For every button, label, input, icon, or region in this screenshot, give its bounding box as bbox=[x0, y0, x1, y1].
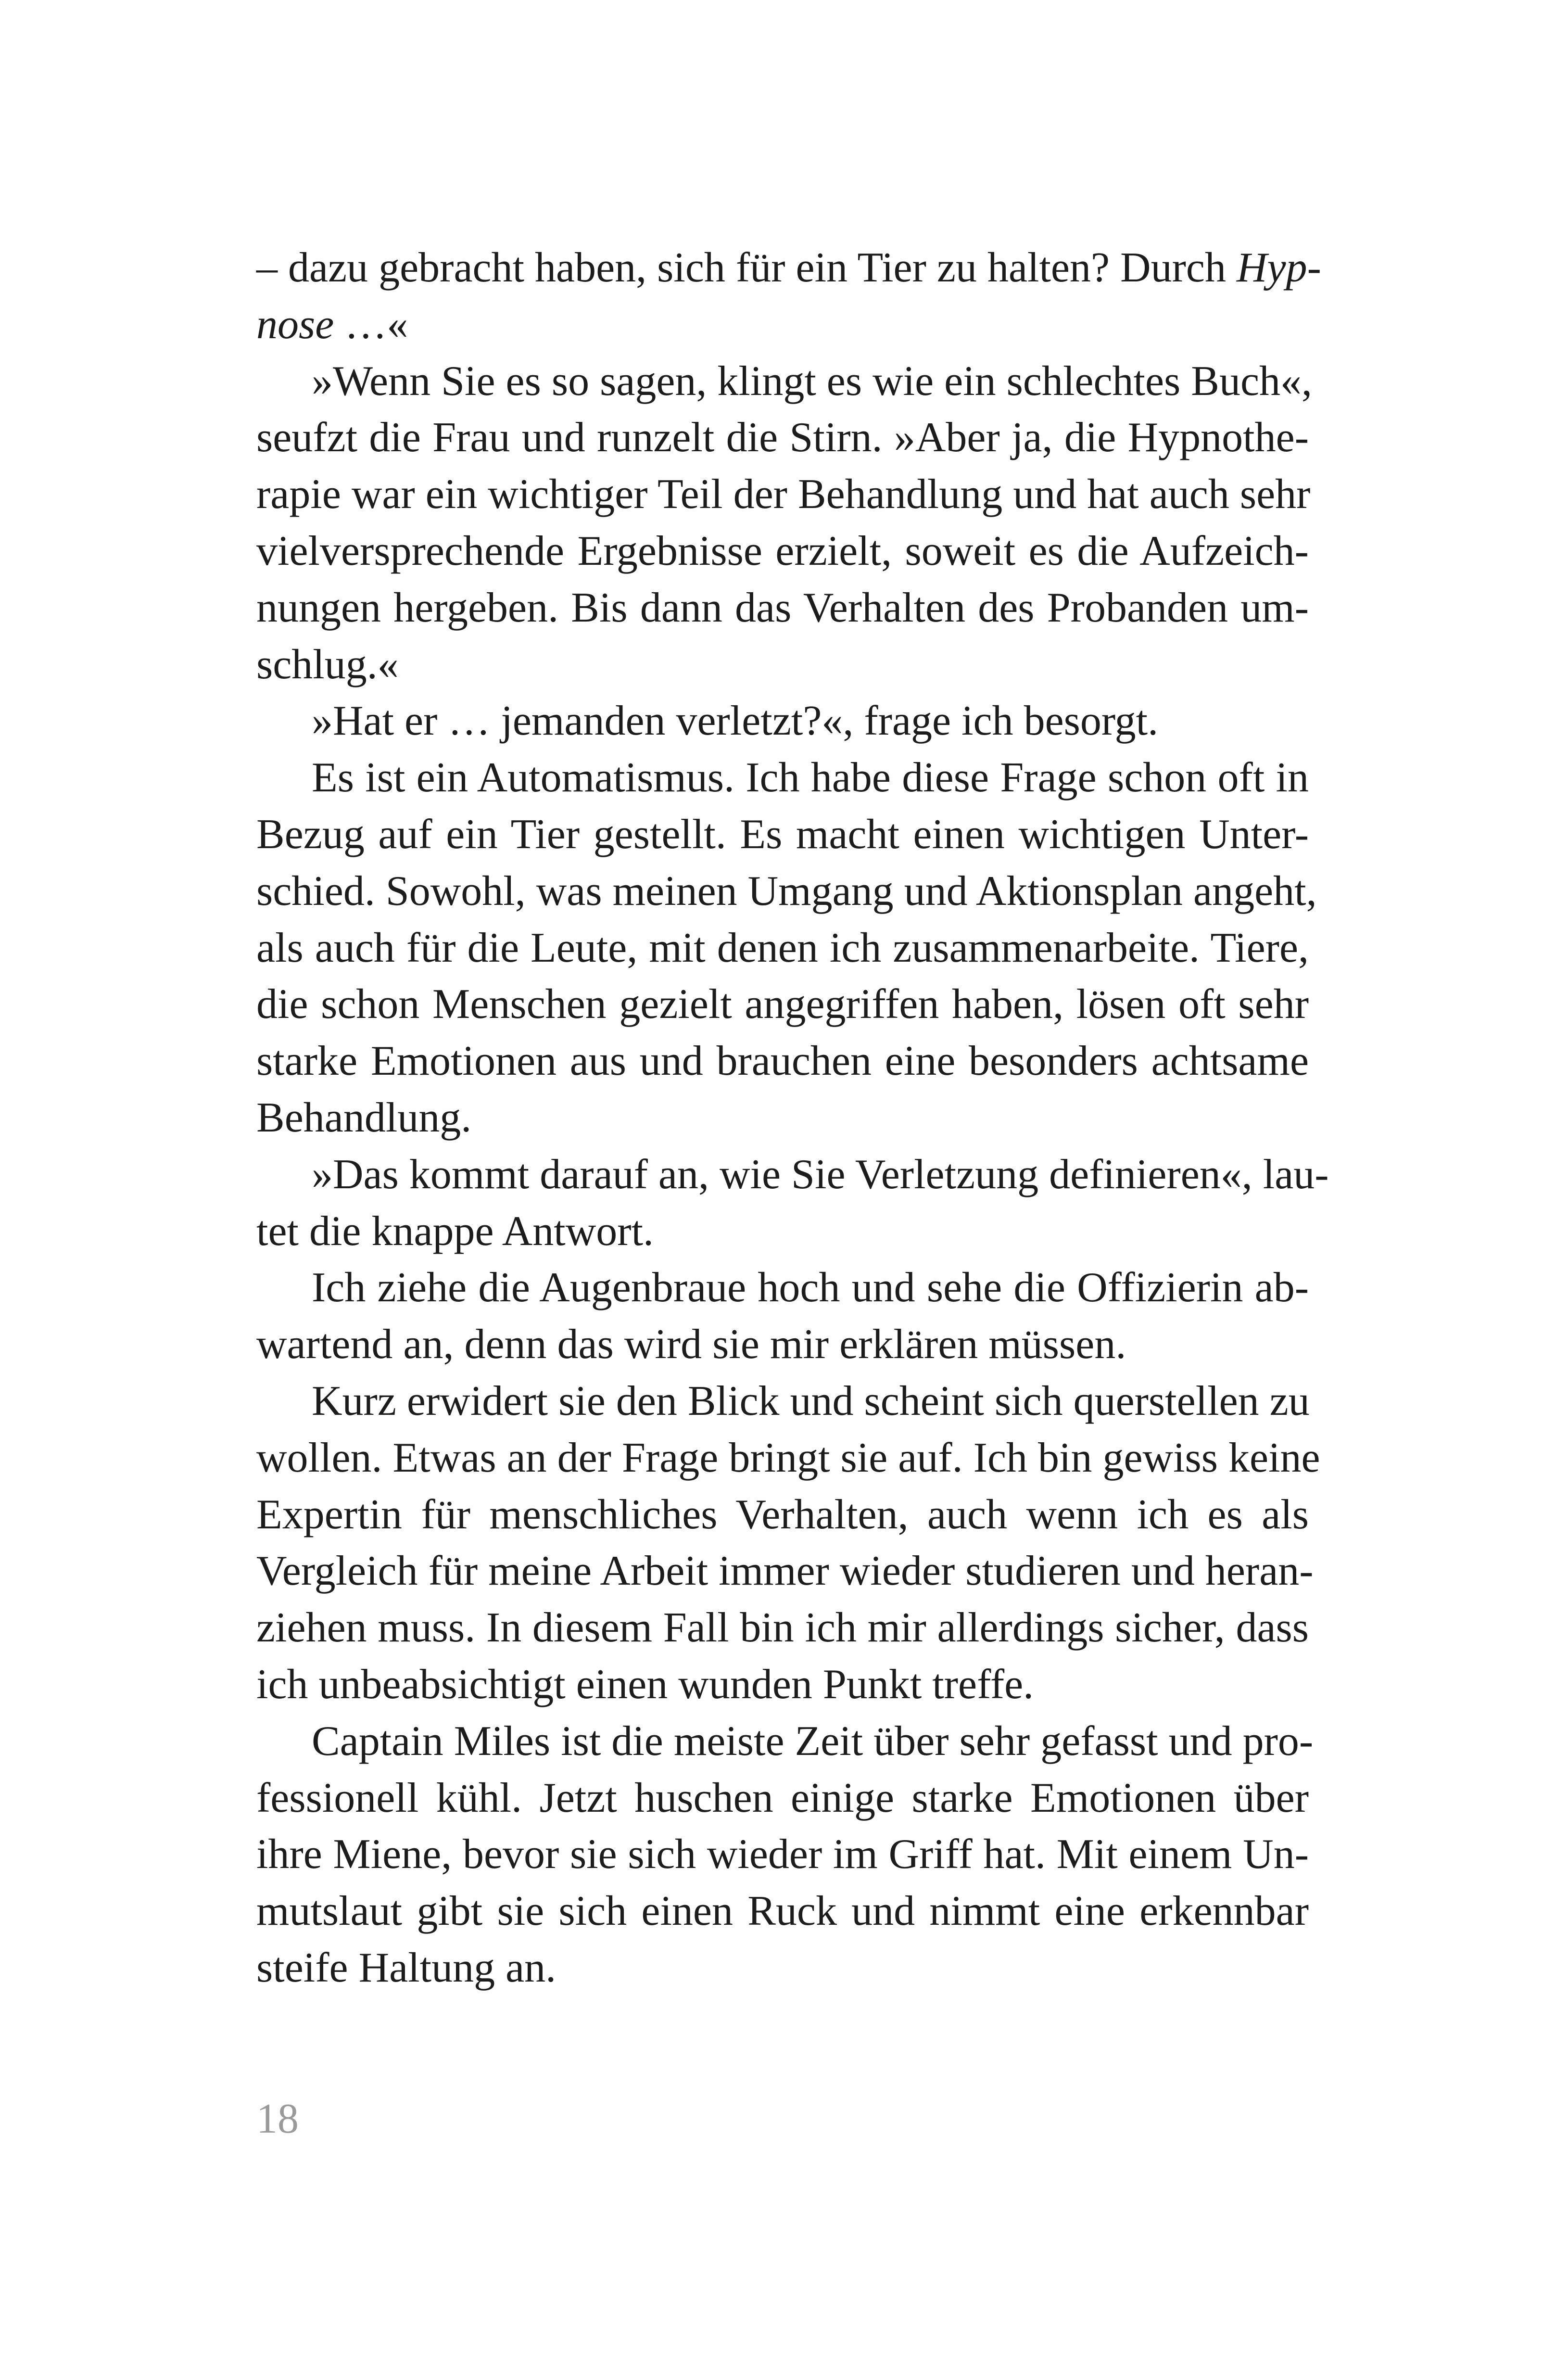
text-line: wartend an, denn das wird sie mir erklären müssen. bbox=[256, 1321, 1126, 1368]
text-span: – dazu gebracht haben, sich für ein Tier zu halten? Durch bbox=[256, 244, 1237, 291]
text-line: tet die knappe Antwort. bbox=[256, 1207, 654, 1255]
text-line: Expertin für menschliches Verhalten, auch wenn ich es als bbox=[256, 1491, 1309, 1538]
italic-text: Hyp- bbox=[1236, 244, 1321, 291]
text-span: …« bbox=[334, 301, 408, 348]
text-line: Kurz erwidert sie den Blick und scheint sich querstellen zu bbox=[312, 1377, 1310, 1424]
text-line: »Wenn Sie es so sagen, klingt es wie ein schlechtes Buch«, bbox=[312, 357, 1313, 405]
text-line: schlug.« bbox=[256, 641, 399, 688]
text-line: mutslaut gibt sie sich einen Ruck und nimmt eine erkennbar bbox=[256, 1888, 1309, 1935]
text-line: Es ist ein Automatismus. Ich habe diese Frage schon oft in bbox=[312, 754, 1309, 801]
page-number: 18 bbox=[256, 2096, 299, 2142]
italic-text: nose bbox=[256, 301, 334, 348]
text-line: ziehen muss. In diesem Fall bin ich mir allerdings sicher, dass bbox=[256, 1604, 1309, 1652]
text-line: ihre Miene, bevor sie sich wieder im Griff hat. Mit einem Un- bbox=[256, 1831, 1309, 1878]
text-line: rapie war ein wichtiger Teil der Behandlung und hat auch sehr bbox=[256, 471, 1311, 518]
text-line: steife Haltung an. bbox=[256, 1944, 556, 1991]
text-line: nungen hergeben. Bis dann das Verhalten des Probanden um- bbox=[256, 584, 1309, 631]
text-line: wollen. Etwas an der Frage bringt sie auf. Ich bin gewiss keine bbox=[256, 1434, 1320, 1481]
text-line bbox=[256, 240, 1321, 296]
text-line bbox=[256, 296, 1309, 353]
text-line: die schon Menschen gezielt angegriffen haben, lösen oft sehr bbox=[256, 981, 1309, 1028]
text-line: »Hat er … jemanden verletzt?«, frage ich besorgt. bbox=[312, 698, 1159, 745]
text-line: seufzt die Frau und runzelt die Stirn. »Aber ja, die Hypnothe- bbox=[256, 414, 1309, 461]
body-text bbox=[256, 240, 1329, 1996]
text-line: schied. Sowohl, was meinen Umgang und Aktionsplan angeht, bbox=[256, 867, 1317, 915]
text-line: Bezug auf ein Tier gestellt. Es macht einen wichtigen Unter- bbox=[256, 811, 1309, 858]
text-line: »Das kommt darauf an, wie Sie Verletzung definieren«, lau- bbox=[312, 1151, 1329, 1198]
text-line: fessionell kühl. Jetzt huschen einige starke Emotionen über bbox=[256, 1774, 1309, 1821]
text-line: Behandlung. bbox=[256, 1094, 472, 1141]
text-line: Vergleich für meine Arbeit immer wieder studieren und heran- bbox=[256, 1548, 1314, 1595]
text-line: starke Emotionen aus und brauchen eine besonders achtsame bbox=[256, 1038, 1309, 1085]
text-line: ich unbeabsichtigt einen wunden Punkt treffe. bbox=[256, 1661, 1034, 1708]
text-line: vielversprechende Ergebnisse erzielt, soweit es die Aufzeich- bbox=[256, 527, 1309, 574]
text-line: als auch für die Leute, mit denen ich zusammenarbeite. Tiere, bbox=[256, 924, 1309, 971]
text-line: Ich ziehe die Augenbraue hoch und sehe die Offizierin ab- bbox=[312, 1264, 1309, 1311]
text-line: Captain Miles ist die meiste Zeit über sehr gefasst und pro- bbox=[312, 1717, 1314, 1765]
